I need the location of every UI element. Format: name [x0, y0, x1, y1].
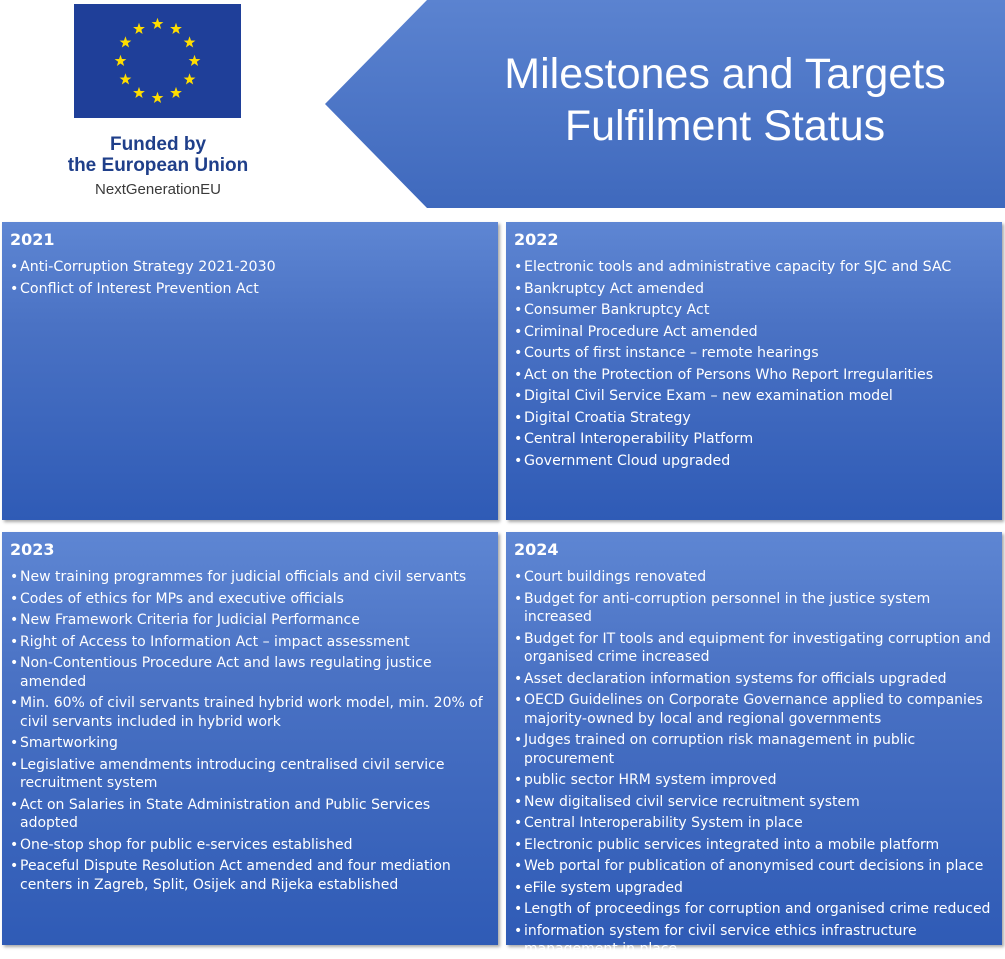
milestone-item: • public sector HRM system improved — [514, 771, 996, 790]
eu-logo — [60, 4, 260, 204]
milestone-item: • One-stop shop for public e-services established — [10, 836, 492, 855]
milestone-item: • Electronic tools and administrative capacity for SJC and SAC — [514, 258, 996, 277]
milestone-item: • Criminal Procedure Act amended — [514, 323, 996, 342]
milestone-item: • Act on Salaries in State Administration and Public Services adopted — [10, 796, 492, 833]
panel-year: 2023 — [10, 540, 55, 559]
milestone-item: • Budget for IT tools and equipment for investigating corruption and organised crime increased — [514, 630, 996, 667]
milestone-item: • Anti-Corruption Strategy 2021-2030 — [10, 258, 492, 277]
milestone-item: • Central Interoperability Platform — [514, 430, 996, 449]
milestone-item: • Right of Access to Information Act – impact assessment — [10, 633, 492, 652]
funded-line2: the European Union — [67, 155, 249, 176]
milestone-item: • Judges trained on corruption risk management in public procurement — [514, 731, 996, 768]
milestone-item: • Non-Contentious Procedure Act and laws regulating justice amended — [10, 654, 492, 691]
page-title — [445, 48, 1005, 152]
funded-by-text — [60, 134, 256, 176]
milestone-item: • eFile system upgraded — [514, 879, 996, 898]
milestone-item: • OECD Guidelines on Corporate Governance applied to companies majority-owned by local and regional governments — [514, 691, 996, 728]
milestone-item: • Court buildings renovated — [514, 568, 996, 587]
milestone-item: • Legislative amendments introducing centralised civil service recruitment system — [10, 756, 492, 793]
title-line1: Milestones and Targets — [504, 50, 946, 98]
panel-2024 — [506, 532, 1002, 957]
panel-year: 2021 — [10, 230, 55, 249]
panel-year: 2022 — [514, 230, 559, 249]
milestone-item: • Web portal for publication of anonymised court decisions in place — [514, 857, 996, 876]
milestone-item: • Digital Croatia Strategy — [514, 409, 996, 428]
milestone-item: • Asset declaration information systems for officials upgraded — [514, 670, 996, 689]
milestone-item: • Central Interoperability System in place — [514, 814, 996, 833]
milestone-item: • Budget for anti-corruption personnel in the justice system increased — [514, 590, 996, 627]
panel-2021 — [2, 222, 498, 520]
milestone-item: • New Framework Criteria for Judicial Performance — [10, 611, 492, 630]
eu-flag-icon — [74, 4, 241, 118]
milestone-list — [10, 568, 492, 894]
milestone-item: • Codes of ethics for MPs and executive officials — [10, 590, 492, 609]
milestone-item: • Electronic public services integrated into a mobile platform — [514, 836, 996, 855]
milestone-item: • Length of proceedings for corruption and organised crime reduced — [514, 900, 996, 919]
milestone-item: • Conflict of Interest Prevention Act — [10, 280, 492, 299]
milestone-list — [514, 258, 996, 470]
milestone-item: • Act on the Protection of Persons Who Report Irregularities — [514, 366, 996, 385]
milestone-item: • New digitalised civil service recruitment system — [514, 793, 996, 812]
milestone-item: • Courts of first instance – remote hearings — [514, 344, 996, 363]
milestone-list — [514, 568, 996, 959]
milestone-item: • Min. 60% of civil servants trained hybrid work model, min. 20% of civil servants included in hybrid work — [10, 694, 492, 731]
milestone-item: • New training programmes for judicial officials and civil servants — [10, 568, 492, 587]
milestone-item: • Government Cloud upgraded — [514, 452, 996, 471]
title-line2: Fulfilment Status — [564, 102, 886, 150]
milestone-list — [10, 258, 492, 298]
milestone-item: • Bankruptcy Act amended — [514, 280, 996, 299]
funded-line1: Funded by — [109, 134, 207, 155]
milestone-item: • information system for civil service ethics infrastructure management in place — [514, 922, 996, 959]
milestone-item: • Smartworking — [10, 734, 492, 753]
panel-year: 2024 — [514, 540, 559, 559]
milestone-item: • Peaceful Dispute Resolution Act amended and four mediation centers in Zagreb, Split, Osijek and Rijeka established — [10, 857, 492, 894]
milestone-item: • Consumer Bankruptcy Act — [514, 301, 996, 320]
nextgeneu-text: NextGenerationEU — [95, 181, 221, 198]
panel-2022 — [506, 222, 1002, 520]
panel-2023 — [2, 532, 498, 945]
milestone-item: • Digital Civil Service Exam – new examination model — [514, 387, 996, 406]
